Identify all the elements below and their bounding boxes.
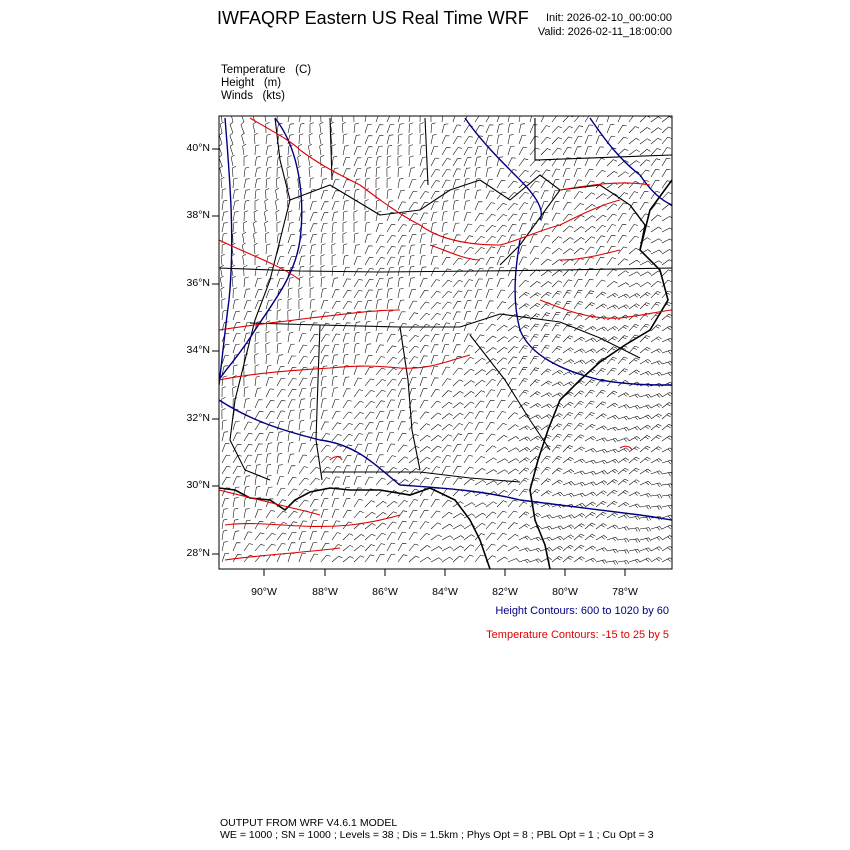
lon-label: 88°W [312,586,338,598]
temperature-contours [219,118,672,560]
footer-model: OUTPUT FROM WRF V4.6.1 MODEL [220,817,398,829]
field-height-name: Height [221,77,255,89]
lon-label: 90°W [251,586,277,598]
temperature-contours-info: Temperature Contours: -15 to 25 by 5 [486,629,669,641]
field-height-unit: (m) [263,77,282,89]
wind-barbs-layer [219,111,673,565]
footer-details: WE = 1000 ; SN = 1000 ; Levels = 38 ; Dis = 1.5km ; Phys Opt = 8 ; PBL Opt = 1 ; Cu Opt = 3 [220,829,654,841]
lat-label: 30°N [186,479,210,491]
axis-ticks [212,149,625,576]
lat-label: 38°N [186,209,210,221]
lon-label: 86°W [372,586,398,598]
height-contours-info: Height Contours: 600 to 1020 by 60 [495,605,669,617]
map-title: IWFAQRP Eastern US Real Time WRF [217,8,529,28]
lat-label: 36°N [186,277,210,289]
wind-barb-glyphs [219,111,673,565]
lat-label: 28°N [186,547,210,559]
lon-label: 82°W [492,586,518,598]
lon-label: 80°W [552,586,578,598]
state-boundaries [219,118,672,569]
init-time-label: Init: 2026-02-10_00:00:00 [546,12,672,24]
field-temperature-unit: (C) [295,64,312,76]
field-winds-name: Winds [221,90,253,102]
lat-label: 34°N [186,344,210,356]
field-temperature-name: Temperature [221,64,286,76]
lat-label: 32°N [186,412,210,424]
valid-time-label: Valid: 2026-02-11_18:00:00 [537,26,672,38]
lon-label: 78°W [612,586,638,598]
lat-label: 40°N [186,142,210,154]
field-winds-unit: (kts) [262,90,285,102]
lon-label: 84°W [432,586,458,598]
